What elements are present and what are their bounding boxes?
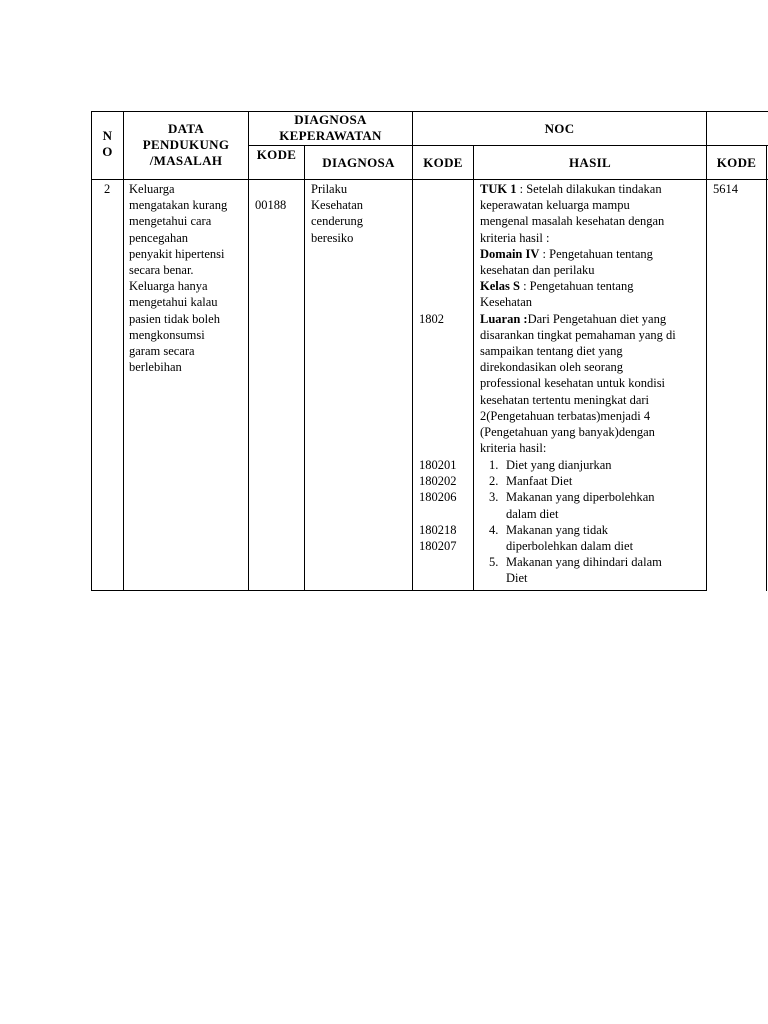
domain-text: : Pengetahuan tentang xyxy=(539,246,653,261)
luaran-text: Dari Pengetahuan diet yang xyxy=(527,311,667,326)
header-no-line1: N xyxy=(102,128,113,143)
header-hasil: HASIL xyxy=(569,155,611,170)
col-border-no xyxy=(123,111,124,591)
table-top-border xyxy=(91,111,768,112)
col-border-kode-nic xyxy=(766,145,767,591)
tuk-label: TUK 1 xyxy=(480,182,517,196)
row-no: 2 xyxy=(104,182,111,196)
header-noc: NOC xyxy=(544,121,575,136)
luaran-text: disarankan tingkat pemahaman yang di xyxy=(480,327,676,342)
criteria-number: 3. xyxy=(489,490,499,505)
criteria-item xyxy=(480,522,706,554)
domain-text: kesehatan dan perilaku xyxy=(480,263,595,278)
criteria-number: 1. xyxy=(489,458,499,472)
tuk-text: keperawatan keluarga mampu xyxy=(480,198,630,213)
header-data-line1: DATA xyxy=(167,121,205,136)
header-data-line3: /MASALAH xyxy=(149,153,223,168)
criteria-text: diperbolehkan dalam diet xyxy=(506,539,634,554)
header-diagnosa: DIAGNOSA xyxy=(322,155,395,170)
criteria-number: 5. xyxy=(489,555,499,570)
luaran-text: kriteria hasil: xyxy=(480,441,547,456)
data-line: pasien tidak boleh xyxy=(129,311,220,326)
header-kode-noc: KODE xyxy=(423,155,463,170)
diagnosa-line: beresiko xyxy=(311,230,354,245)
kode-noc-main: 1802 xyxy=(419,312,444,326)
domain-label: Domain IV xyxy=(480,246,540,261)
data-line: Keluarga xyxy=(129,182,175,196)
kode-noc-item: 180206 xyxy=(419,490,457,504)
kode-noc-item: 180207 xyxy=(419,539,457,553)
header-kode-nic: KODE xyxy=(716,155,757,170)
header-no-line2: O xyxy=(102,144,113,159)
kode-noc-item: 180218 xyxy=(419,523,457,537)
tuk-text: : Setelah dilakukan tindakan xyxy=(516,182,662,196)
tuk-line xyxy=(480,181,676,197)
kelas-text: : Pengetahuan tentang xyxy=(519,279,634,294)
header-data-line2: PENDUKUNG xyxy=(142,137,230,152)
data-line: Keluarga hanya xyxy=(129,279,208,294)
data-line: secara benar. xyxy=(129,263,194,278)
luaran-line xyxy=(480,311,676,327)
kelas-text: Kesehatan xyxy=(480,295,533,310)
header-no xyxy=(92,128,123,160)
header-bottom-border xyxy=(91,179,768,180)
col-border-hasil xyxy=(706,111,707,591)
data-line: penyakit hipertensi xyxy=(129,246,225,261)
kelas-label: Kelas S xyxy=(480,279,520,294)
col-border-kode-noc xyxy=(473,145,474,591)
data-line: berlebihan xyxy=(129,360,182,375)
data-pendukung-cell xyxy=(129,181,227,375)
tuk-text: mengenal masalah kesehatan dengan xyxy=(480,214,665,229)
criteria-text: Makanan yang diperbolehkan xyxy=(506,490,655,505)
header-dk-line1: DIAGNOSA xyxy=(294,112,367,127)
criteria-text: Makanan yang tidak xyxy=(506,522,609,537)
luaran-text: sampaikan tentang diet yang xyxy=(480,344,623,359)
luaran-text: 2(Pengetahuan terbatas)menjadi 4 xyxy=(480,408,651,423)
luaran-text: professional kesehatan untuk kondisi xyxy=(480,376,666,391)
col-border-kode-dx xyxy=(304,145,305,591)
data-line: mengatakan kurang xyxy=(129,198,228,213)
criteria-text: Manfaat Diet xyxy=(506,474,573,489)
luaran-text: (Pengetahuan yang banyak)dengan xyxy=(480,425,655,440)
nursing-care-table xyxy=(91,111,768,591)
data-line: mengetahui cara xyxy=(129,214,212,229)
kode-dx-value: 00188 xyxy=(255,198,287,212)
diagnosa-line: Kesehatan xyxy=(311,198,364,213)
header-diagnosa-keperawatan xyxy=(249,112,412,144)
table-bottom-border xyxy=(91,590,707,591)
col-border-left xyxy=(91,111,92,591)
criteria-text: Diet yang dianjurkan xyxy=(506,458,612,472)
tuk-text: kriteria hasil : xyxy=(480,230,550,245)
col-border-diagnosa xyxy=(412,111,413,591)
criteria-text: Diet xyxy=(506,571,528,586)
kode-noc-item: 180201 xyxy=(419,458,457,472)
diagnosa-cell xyxy=(311,181,363,246)
criteria-text: Makanan yang dihindari dalam xyxy=(506,555,662,570)
data-line: mengkonsumsi xyxy=(129,327,205,342)
header-dk-line2: KEPERAWATAN xyxy=(279,128,382,143)
header-kode-dx: KODE xyxy=(256,147,297,162)
hasil-cell xyxy=(480,181,676,456)
diagnosa-line: cenderung xyxy=(311,214,364,229)
luaran-text: kesehatan tertentu meningkat dari xyxy=(480,392,650,407)
data-line: pencegahan xyxy=(129,230,188,245)
data-line: mengetahui kalau xyxy=(129,295,218,310)
criteria-item xyxy=(480,489,706,521)
criteria-list xyxy=(480,457,706,587)
criteria-number: 2. xyxy=(489,474,499,489)
header-split-line xyxy=(248,145,768,146)
criteria-item xyxy=(480,473,706,489)
header-data-pendukung xyxy=(124,121,248,169)
criteria-number: 4. xyxy=(489,522,499,537)
col-border-data xyxy=(248,111,249,591)
data-line: garam secara xyxy=(129,344,195,359)
criteria-item xyxy=(480,457,706,473)
domain-line xyxy=(480,246,676,262)
kelas-line xyxy=(480,278,676,294)
luaran-text: direkondasikan oleh seorang xyxy=(480,360,624,375)
criteria-item xyxy=(480,554,706,586)
luaran-label: Luaran : xyxy=(480,311,528,326)
criteria-text: dalam diet xyxy=(506,506,559,521)
kode-nic-value: 5614 xyxy=(713,182,738,196)
diagnosa-line: Prilaku xyxy=(311,182,348,196)
kode-noc-item: 180202 xyxy=(419,474,457,488)
